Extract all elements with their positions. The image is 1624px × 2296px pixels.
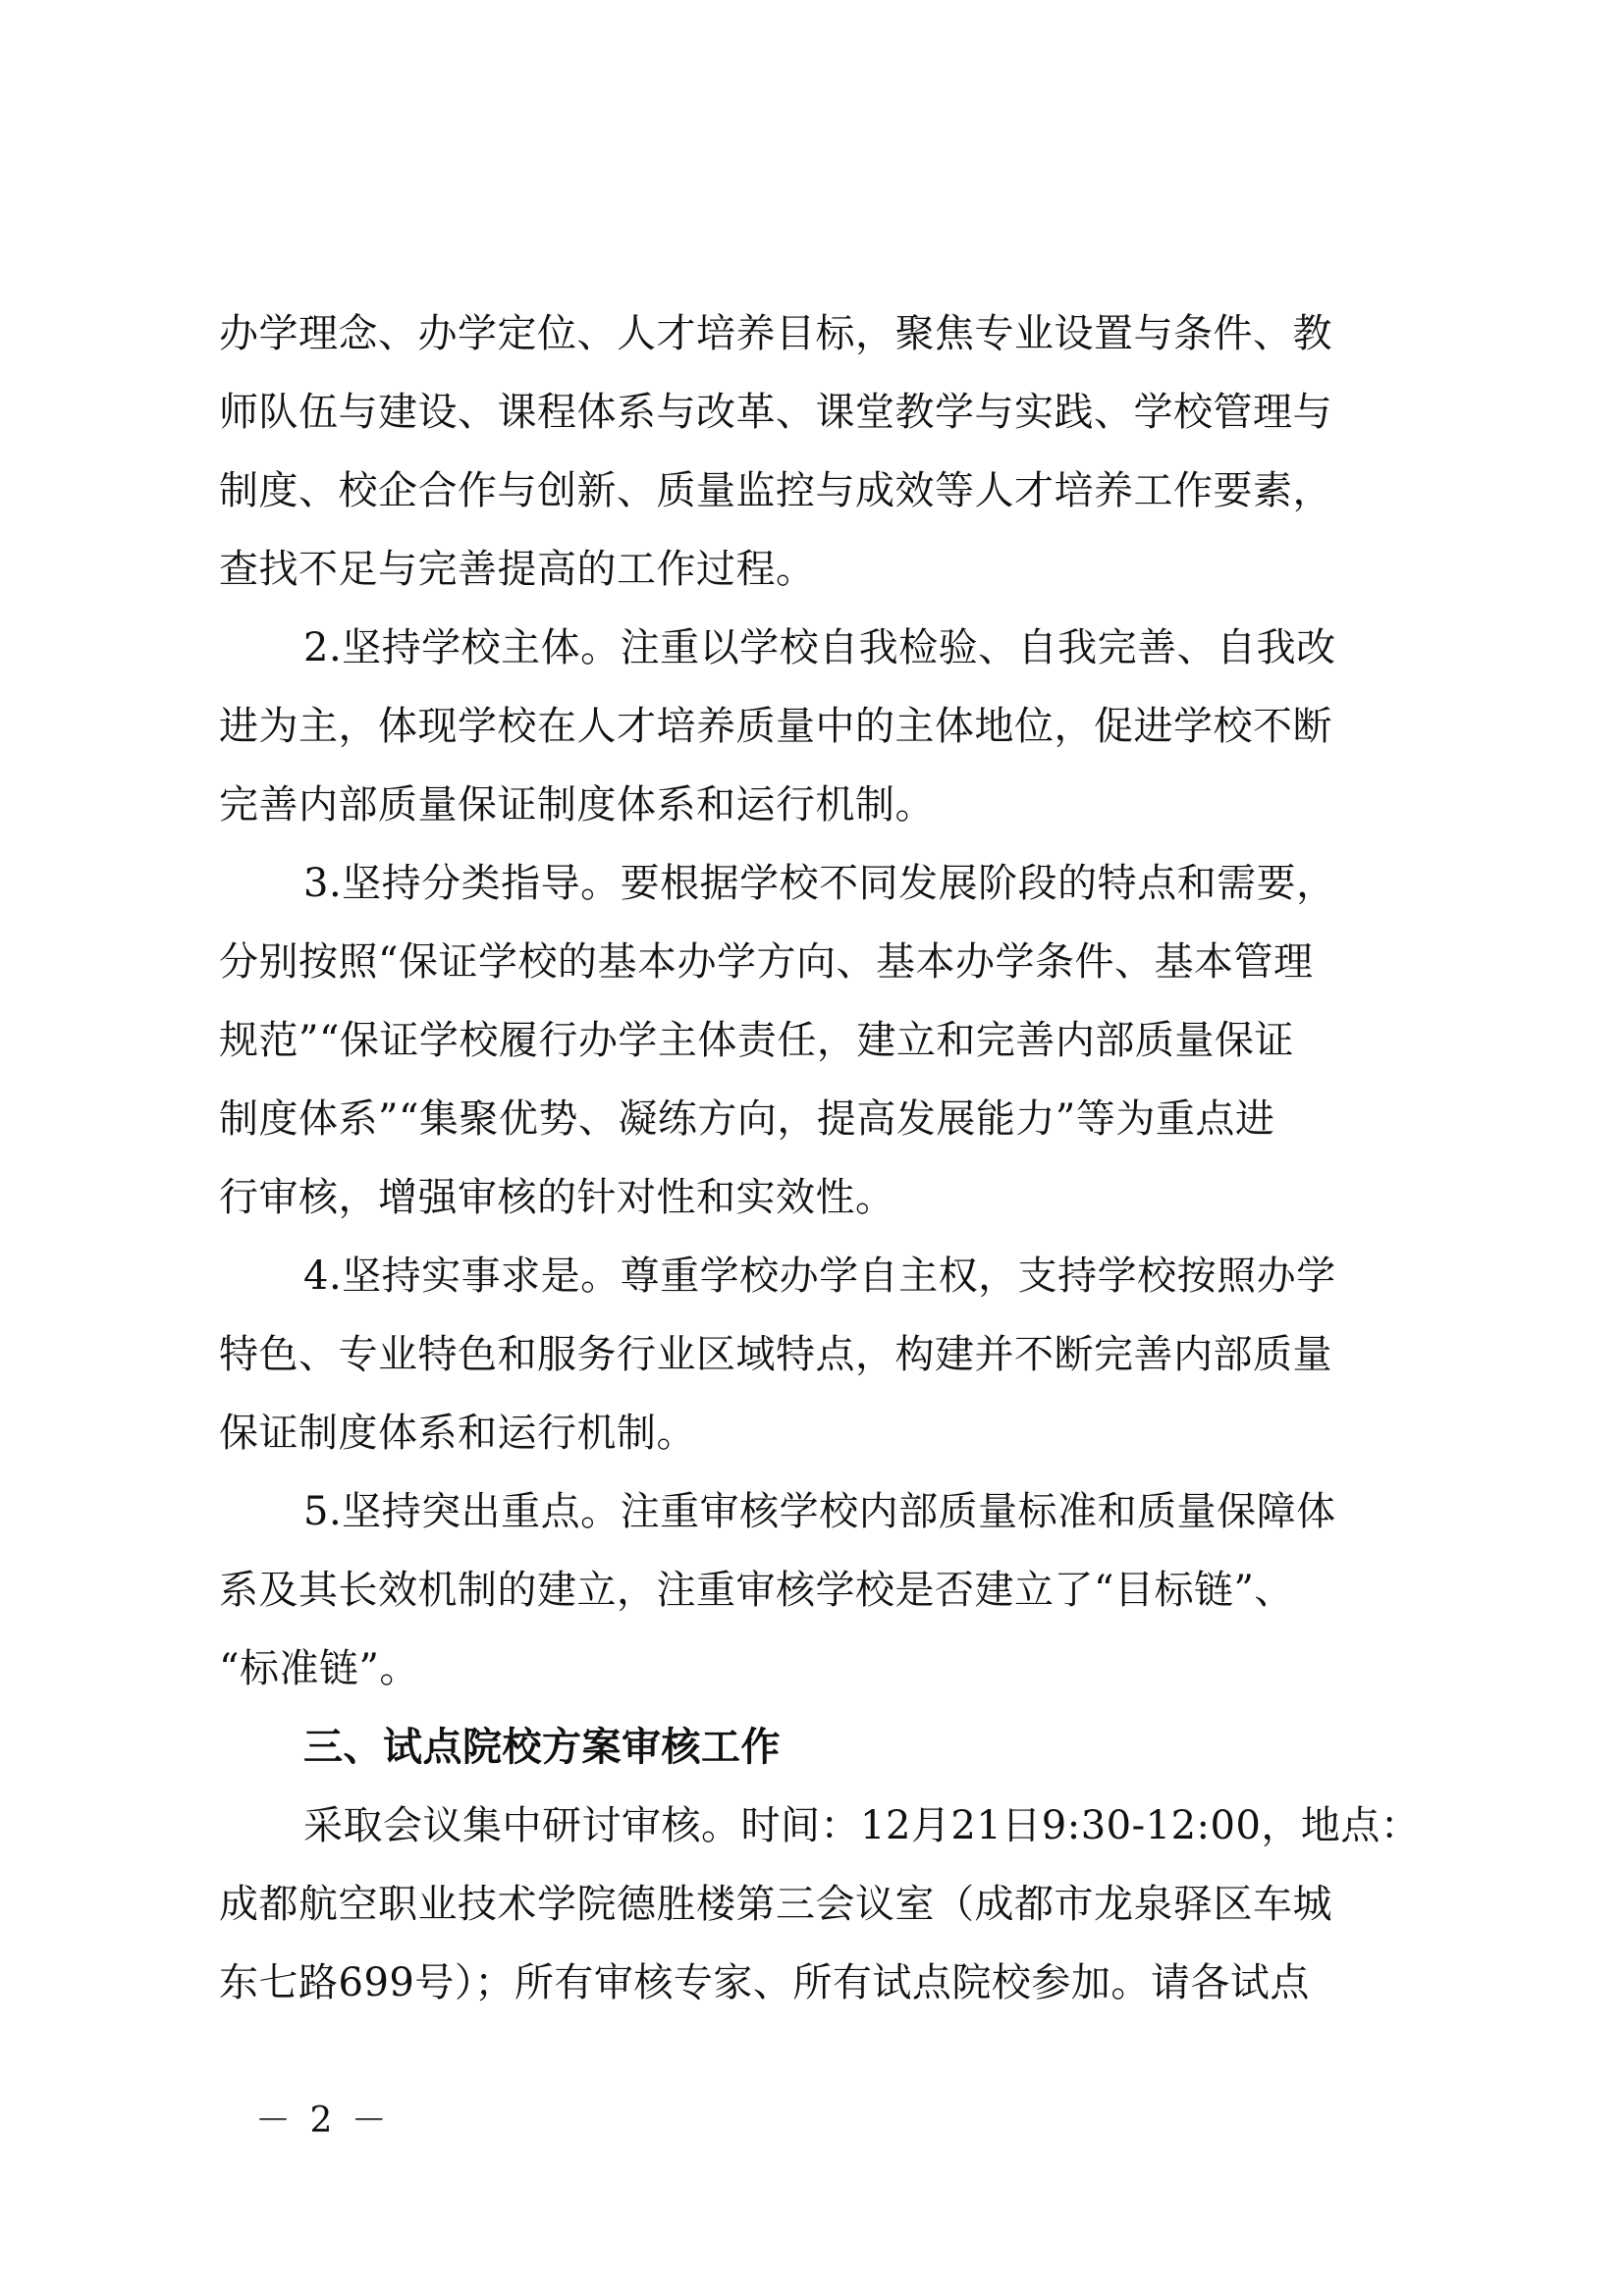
document-body — [219, 294, 1432, 2022]
text-line: 3.坚持分类指导。要根据学校不同发展阶段的特点和需要， — [303, 861, 1336, 906]
text-line: 东七路699号）；所有审核专家、所有试点院校参加。请各试点 — [219, 1960, 1310, 2005]
text-line: “标准链”。 — [219, 1646, 419, 1691]
text-line: 4.坚持实事求是。尊重学校办学自主权，支持学校按照办学 — [303, 1254, 1336, 1299]
text-line: 分别按照“保证学校的基本办学方向、基本办学条件、基本管理 — [219, 939, 1314, 985]
text-line: 办学理念、办学定位、人才培养目标，聚焦专业设置与条件、教 — [219, 311, 1332, 356]
text-line: 行审核，增强审核的针对性和实效性。 — [219, 1175, 895, 1220]
text-line: 规范”“保证学校履行办学主体责任，建立和完善内部质量保证 — [219, 1018, 1294, 1063]
section-heading — [219, 1708, 1432, 1787]
text-line: 系及其长效机制的建立，注重审核学校是否建立了“目标链”、 — [219, 1568, 1294, 1613]
text-line: 特色、专业特色和服务行业区域特点，构建并不断完善内部质量 — [219, 1332, 1332, 1377]
text-line: 2.坚持学校主体。注重以学校自我检验、自我完善、自我改 — [303, 625, 1336, 670]
paragraph-5 — [219, 1472, 1432, 1708]
page-number: － 2 － — [255, 2101, 391, 2141]
paragraph-4 — [219, 1237, 1432, 1472]
text-line: 成都航空职业技术学院德胜楼第三会议室（成都市龙泉驿区车城 — [219, 1882, 1332, 1927]
paragraph-1 — [219, 294, 1432, 609]
paragraph-2 — [219, 609, 1432, 844]
paragraph-6 — [219, 1787, 1432, 2022]
paragraph-3 — [219, 844, 1432, 1237]
section-heading-text: 三、试点院校方案审核工作 — [303, 1725, 781, 1770]
text-line: 师队伍与建设、课程体系与改革、课堂教学与实践、学校管理与 — [219, 390, 1332, 435]
text-line: 进为主，体现学校在人才培养质量中的主体地位，促进学校不断 — [219, 704, 1332, 749]
text-line: 制度体系”“集聚优势、凝练方向，提高发展能力”等为重点进 — [219, 1096, 1275, 1142]
text-line: 完善内部质量保证制度体系和运行机制。 — [219, 782, 935, 828]
text-line: 制度、校企合作与创新、质量监控与成效等人才培养工作要素， — [219, 468, 1332, 513]
text-line: 保证制度体系和运行机制。 — [219, 1411, 696, 1456]
text-line: 5.坚持突出重点。注重审核学校内部质量标准和质量保障体 — [303, 1489, 1336, 1534]
text-line: 查找不足与完善提高的工作过程。 — [219, 547, 816, 592]
text-line: 采取会议集中研讨审核。时间：12月21日9:30-12:00，地点： — [303, 1803, 1421, 1848]
